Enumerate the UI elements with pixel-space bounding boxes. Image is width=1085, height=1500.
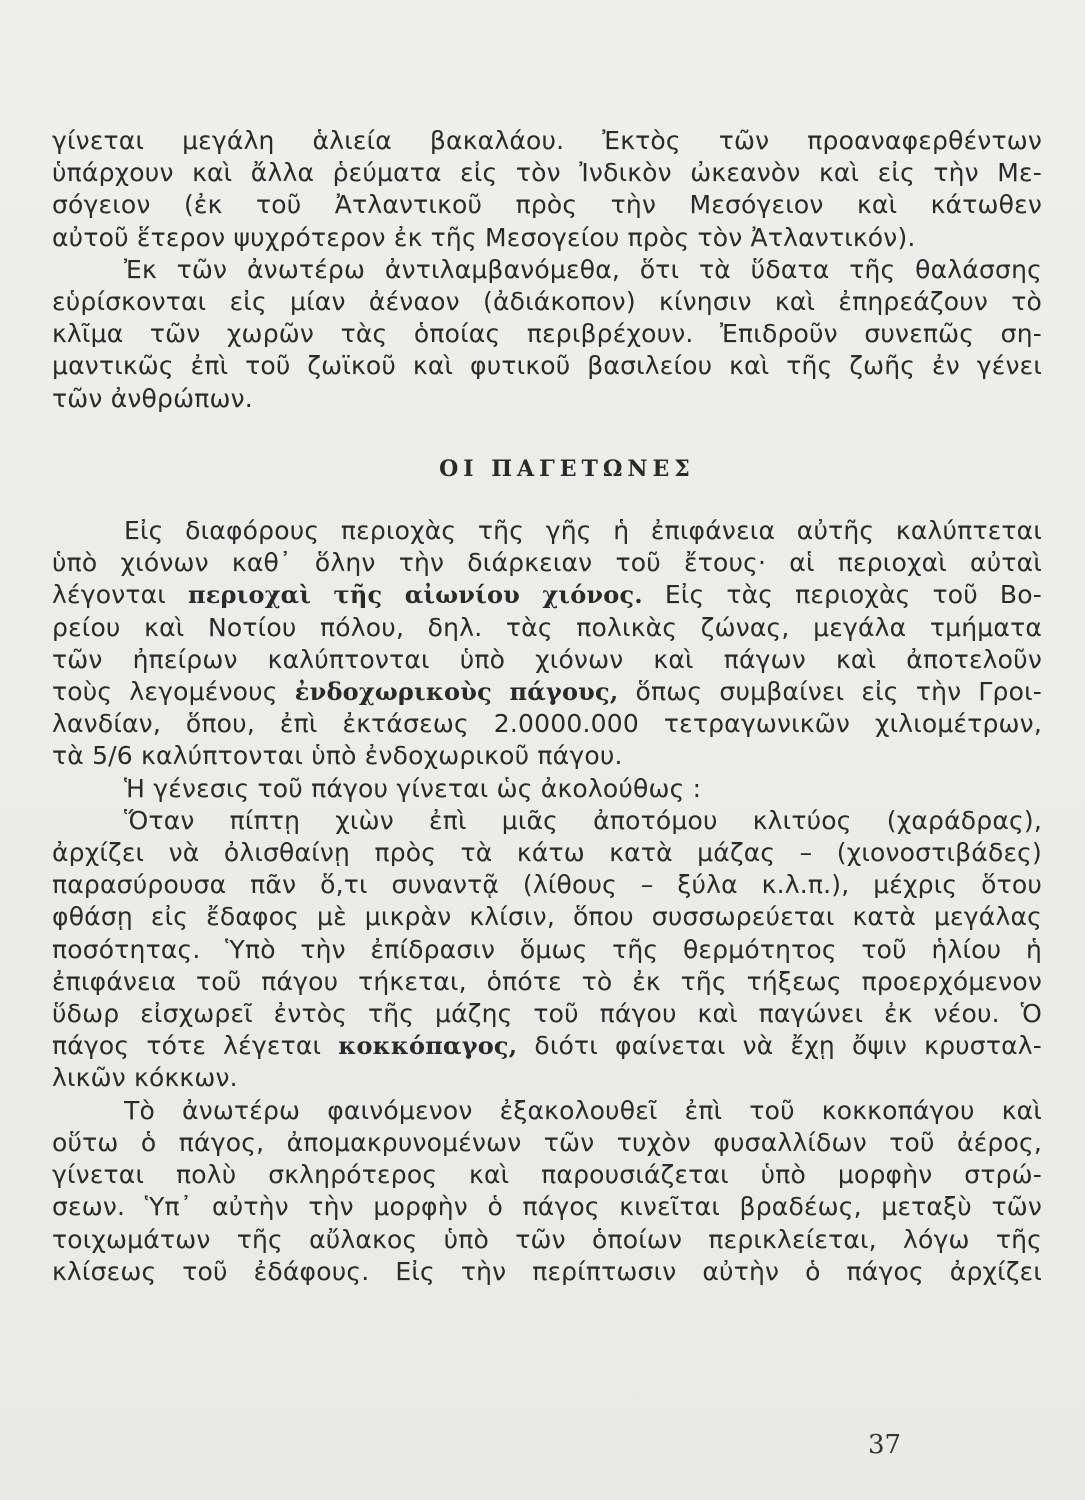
text-line: παρασύρουσα πᾶν ὅ,τι συναντᾷ (λίθους – ξύλα κ.λ.π.), μέχρις ὅτου <box>52 870 1042 900</box>
text-line: ποσότητας. Ὑπὸ τὴν ἐπίδρασιν ὅμως τῆς θερμότητος τοῦ ἡλίου ἡ <box>52 934 1042 964</box>
bold-term: κοκκόπαγος, <box>338 1031 518 1061</box>
text-line: τοιχωμάτων τῆς αὔλακος ὑπὸ τῶν ὁποίων περικλείεται, λόγω τῆς <box>52 1224 1042 1254</box>
text-line: αὐτοῦ ἕτερον ψυχρότερον ἐκ τῆς Μεσογείου πρὸς τὸν Ἀτλαντικόν). <box>52 222 916 252</box>
text-line: ὕδωρ εἰσχωρεῖ ἐντὸς τῆς μάζης τοῦ πάγου καὶ παγώνει ἐκ νέου. Ὁ <box>52 999 1042 1029</box>
text-line: σόγειον (ἐκ τοῦ Ἀτλαντικοῦ πρὸς τὴν Μεσόγειον καὶ κάτωθεν <box>52 190 1042 220</box>
bold-term: περιοχαὶ τῆς αἰωνίου χιόνος. <box>187 580 643 610</box>
text-line: Ἐκ τῶν ἀνωτέρω ἀντιλαμβανόμεθα, ὅτι τὰ ὕδατα τῆς θαλάσσης <box>124 254 1042 284</box>
text-run: Εἰς τὰς περιοχὰς τοῦ Βο- <box>642 580 1042 610</box>
page-number: 37 <box>868 1430 902 1460</box>
text-line <box>52 1030 1042 1062</box>
text-line: τῶν ἀνθρώπων. <box>52 383 253 413</box>
text-line: ρείου καὶ Νοτίου πόλου, δηλ. τὰς πολικὰς ζώνας, μεγάλα τμήματα <box>52 612 1042 642</box>
paragraph-conclusion <box>52 254 1042 415</box>
text-line: Ἡ γένεσις τοῦ πάγου γίνεται ὡς ἀκολούθως : <box>124 773 702 803</box>
text-line: σεων. Ὑπ᾽ αὐτὴν τὴν μορφὴν ὁ πάγος κινεῖται βραδέως, μεταξὺ τῶν <box>52 1192 1042 1222</box>
paragraph-eternal-snow <box>52 515 1042 773</box>
text-line: κλίσεως τοῦ ἐδάφους. Εἰς τὴν περίπτωσιν αὐτὴν ὁ πάγος ἀρχίζει <box>52 1256 1042 1286</box>
text-line: Τὸ ἀνωτέρω φαινόμενον ἐξακολουθεῖ ἐπὶ τοῦ κοκκοπάγου καὶ <box>124 1095 1042 1125</box>
text-line: ἐπιφάνεια τοῦ πάγου τήκεται, ὁπότε τὸ ἐκ τῆς τήξεως προερχόμενον <box>52 966 1042 996</box>
text-line: εὑρίσκονται εἰς μίαν ἀέναον (ἀδιάκοπον) κίνησιν καὶ ἐπηρεάζουν τὸ <box>52 287 1042 317</box>
text-line <box>52 579 1042 611</box>
text-line: ἀρχίζει νὰ ὀλισθαίνῃ πρὸς τὰ κάτω κατὰ μάζας – (χιονοστιβάδες) <box>52 838 1042 868</box>
section-heading: ΟΙ ΠΑΓΕΤΩΝΕΣ <box>439 455 695 482</box>
text-line: λανδίαν, ὅπου, ἐπὶ ἐκτάσεως 2.0000.000 τετραγωνικῶν χιλιομέτρων, <box>52 709 1042 739</box>
text-line: ὑπάρχουν καὶ ἄλλα ῥεύματα εἰς τὸν Ἰνδικὸν ὠκεανὸν καὶ εἰς τὴν Με- <box>52 158 1042 188</box>
text-line: φθάσῃ εἰς ἔδαφος μὲ μικρὰν κλίσιν, ὅπου συσσωρεύεται κατὰ μεγάλας <box>52 902 1042 932</box>
paragraph-ocean-currents <box>52 125 1042 254</box>
paragraph-avalanche <box>52 805 1042 1095</box>
text-line: μαντικῶς ἐπὶ τοῦ ζωϊκοῦ καὶ φυτικοῦ βασιλείου καὶ τῆς ζωῆς ἐν γένει <box>52 351 1042 381</box>
text-line: οὕτω ὁ πάγος, ἀπομακρυνομένων τῶν τυχὸν φυσαλλίδων τοῦ ἀέρος, <box>52 1127 1042 1157</box>
text-run: τοὺς λεγομένους <box>52 677 295 707</box>
text-run: πάγος τότε λέγεται <box>52 1031 339 1061</box>
text-run: ὅπως συμβαίνει εἰς τὴν Γροι- <box>618 677 1042 707</box>
text-line: λικῶν κόκκων. <box>52 1063 238 1093</box>
text-line: γίνεται μεγάλη ἁλιεία βακαλάου. Ἐκτὸς τῶν προαναφερθέντων <box>52 126 1042 155</box>
text-line <box>52 676 1042 708</box>
text-line: Ὅταν πίπτῃ χιὼν ἐπὶ μιᾶς ἀποτόμου κλιτύος (χαράδρας), <box>124 805 1042 835</box>
text-line: γίνεται πολὺ σκληρότερος καὶ παρουσιάζεται ὑπὸ μορφὴν στρώ- <box>52 1160 1042 1190</box>
body-text <box>52 125 1042 1288</box>
bold-term: ἐνδοχωρικοὺς πάγους, <box>294 677 619 707</box>
paragraph-genesis <box>52 773 1042 805</box>
text-line: κλῖμα τῶν χωρῶν τὰς ὁποίας περιβρέχουν. Ἐπιδροῦν συνεπῶς ση- <box>52 319 1042 349</box>
text-line: τῶν ἠπείρων καλύπτονται ὑπὸ χιόνων καὶ πάγων καὶ ἀποτελοῦν <box>52 644 1042 674</box>
paragraph-glacier-motion <box>52 1095 1042 1288</box>
text-run: λέγονται <box>52 580 188 610</box>
text-line: Εἰς διαφόρους περιοχὰς τῆς γῆς ἡ ἐπιφάνεια αὐτῆς καλύπτεται <box>124 516 1042 546</box>
text-line: τὰ 5/6 καλύπτονται ὑπὸ ἐνδοχωρικοῦ πάγου. <box>52 741 623 771</box>
text-run: διότι φαίνεται νὰ ἔχῃ ὄψιν κρυσταλ- <box>517 1031 1042 1061</box>
text-line: ὑπὸ χιόνων καθ᾽ ὅλην τὴν διάρκειαν τοῦ ἔτους· αἱ περιοχαὶ αὐταὶ <box>52 548 1042 578</box>
